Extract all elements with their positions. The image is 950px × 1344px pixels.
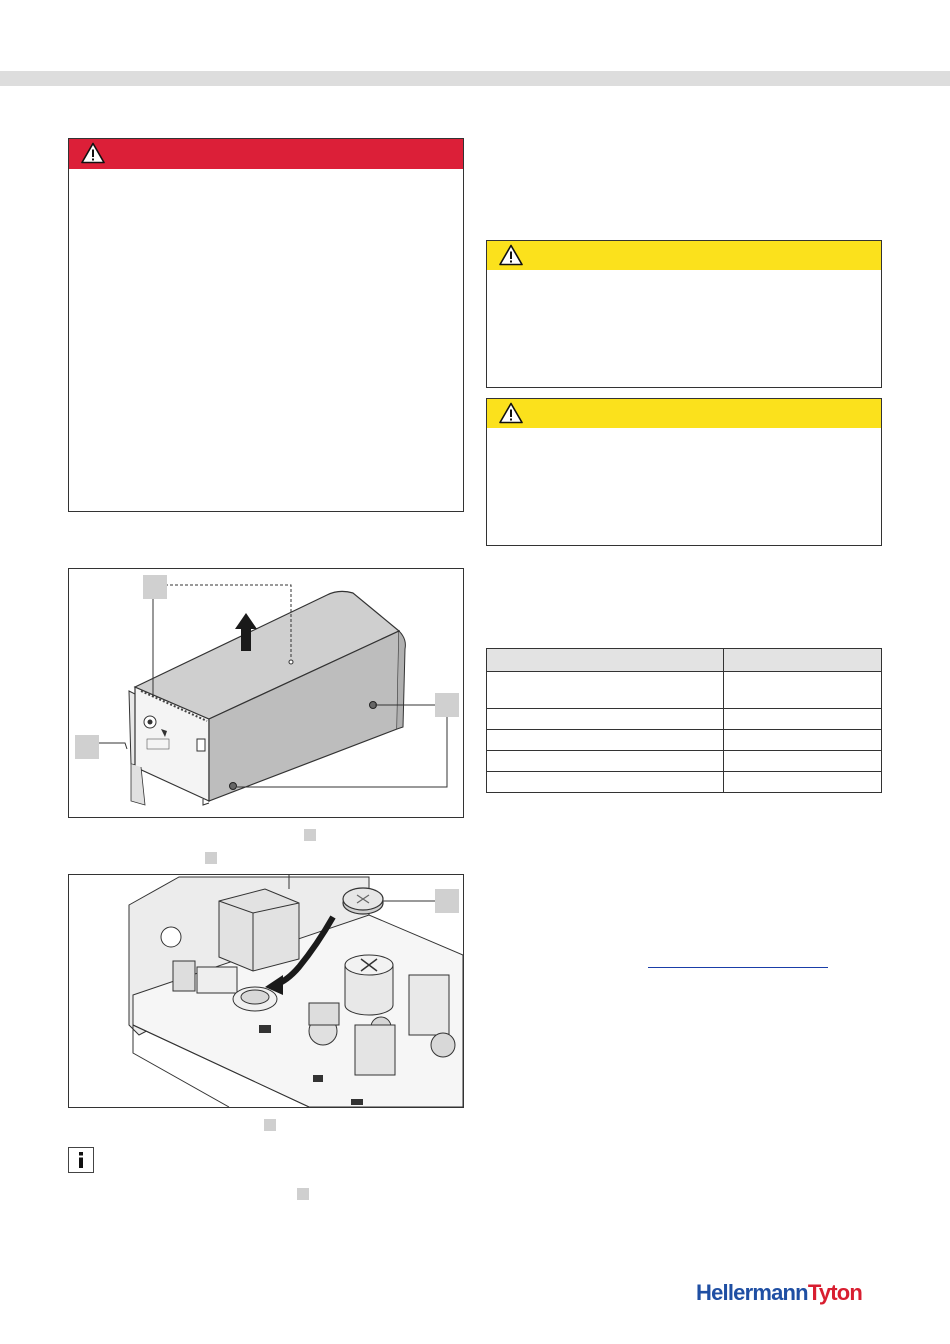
caution-notice-2 <box>486 398 882 546</box>
link[interactable] <box>648 967 828 968</box>
table-row <box>487 672 882 709</box>
figure-housing <box>68 568 464 818</box>
warning-triangle-icon <box>499 402 523 424</box>
danger-notice <box>68 138 464 512</box>
callout-marker <box>143 575 167 599</box>
caution-header-1 <box>487 241 881 270</box>
brand-logo: HellermannTyton <box>696 1280 863 1305</box>
circuit-board-illustration <box>69 875 463 1107</box>
info-icon <box>68 1147 94 1173</box>
spec-table <box>486 648 882 793</box>
caption-marker <box>264 1119 276 1131</box>
callout-marker <box>435 693 459 717</box>
caption-marker <box>205 852 217 864</box>
table-row <box>487 751 882 772</box>
table-row <box>487 730 882 751</box>
callout-marker <box>435 889 459 913</box>
figure-battery <box>68 874 464 1108</box>
table-row <box>487 772 882 793</box>
housing-illustration <box>69 569 463 817</box>
caption-marker <box>304 829 316 841</box>
caption-marker <box>297 1188 309 1200</box>
warning-triangle-icon <box>81 142 105 164</box>
danger-header <box>69 139 463 169</box>
callout-marker <box>75 735 99 759</box>
top-gray-band <box>0 71 950 86</box>
table-header-row <box>487 649 882 672</box>
table-row <box>487 709 882 730</box>
caution-header-2 <box>487 399 881 428</box>
warning-triangle-icon <box>499 244 523 266</box>
caution-notice-1 <box>486 240 882 388</box>
